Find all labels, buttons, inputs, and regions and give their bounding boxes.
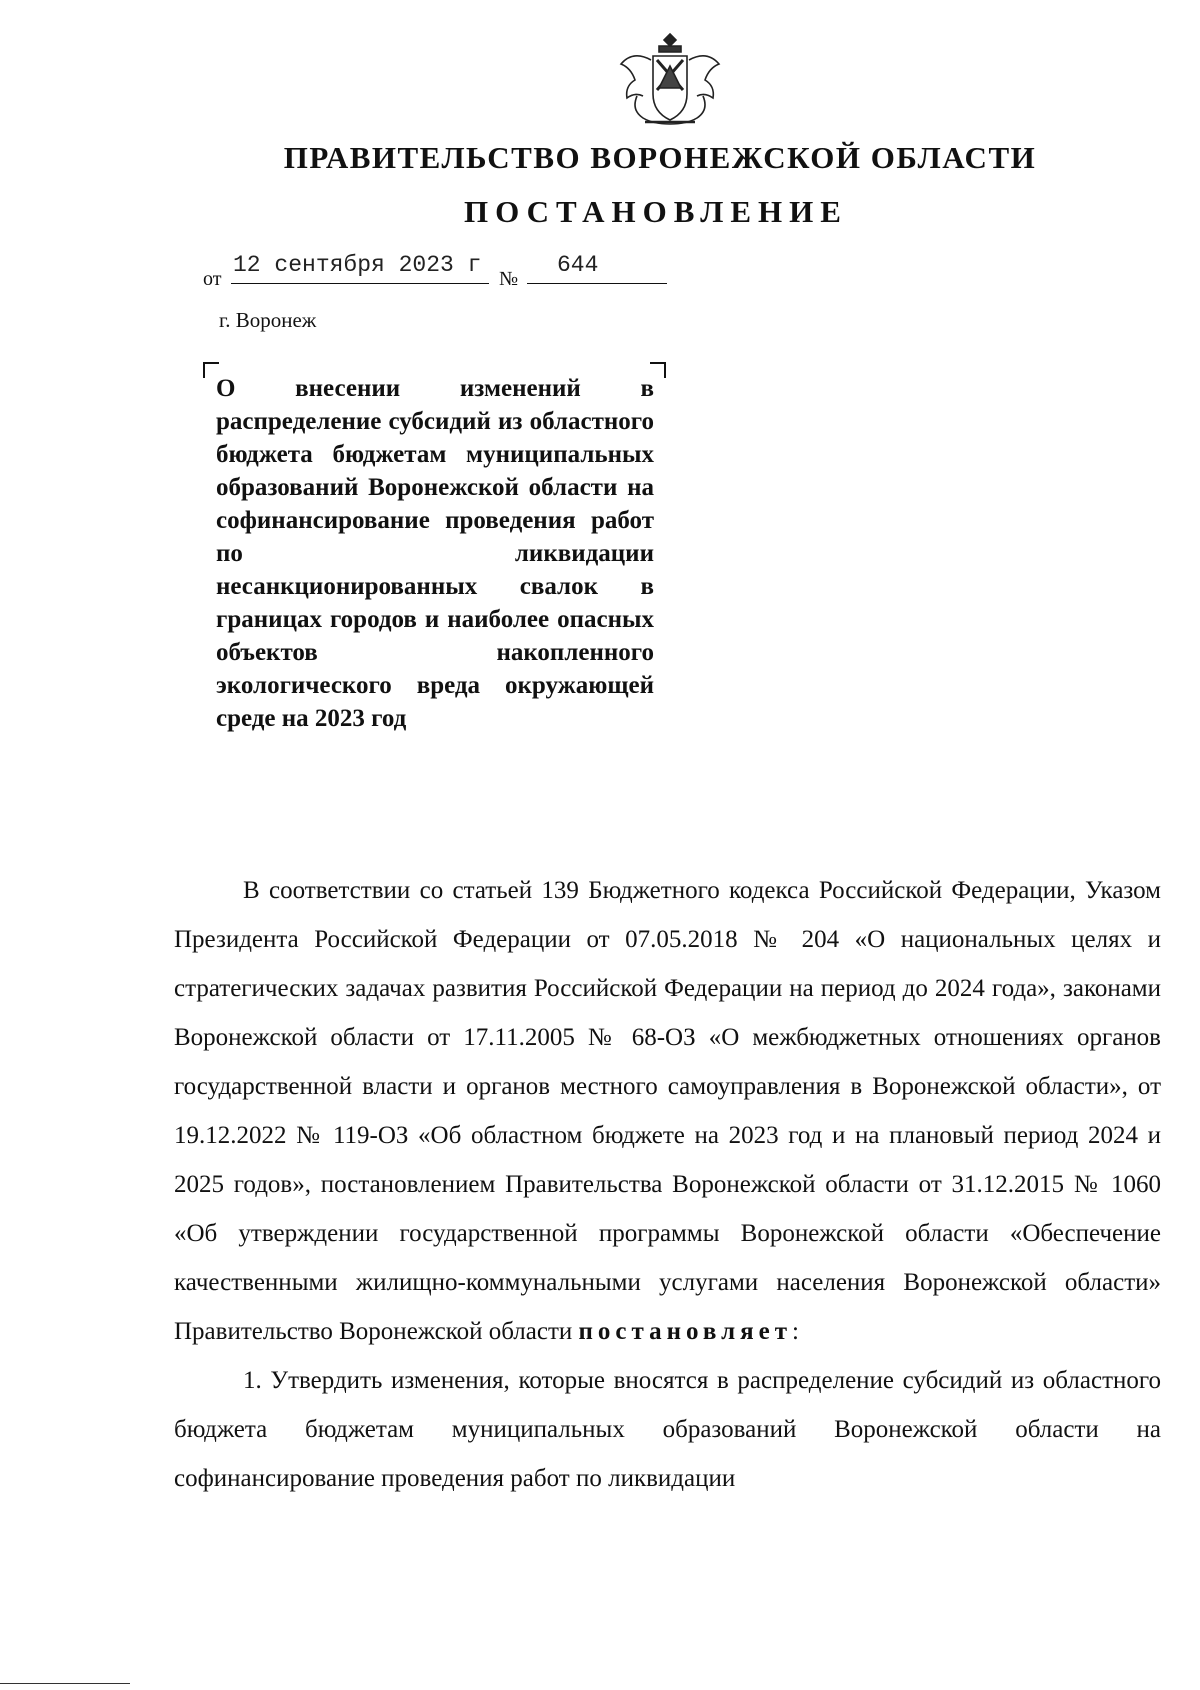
number-prefix: №	[499, 268, 519, 290]
document-type-title: ПОСТАНОВЛЕНИЕ	[464, 194, 848, 229]
body-paragraph-1	[174, 866, 1161, 1356]
document-number: 644	[557, 252, 599, 278]
city: г. Воронеж	[219, 308, 317, 332]
page-bottom-line	[0, 1683, 130, 1684]
document-subject: О внесении изменений в распределение субсидий из областного бюджета бюджетам муниципальных образований Воронежской области на софинансирование проведения работ по ликвидации несанкционированных свалок в границах городов и наиболее опасных объектов накопленного экологического вреда окружающей среде на 2023 год	[216, 375, 654, 732]
document-date: 12 сентября 2023 г	[233, 252, 482, 278]
date-underline	[231, 283, 489, 284]
resolves-colon: :	[792, 1318, 799, 1345]
coat-of-arms-icon	[615, 30, 725, 130]
document-body	[174, 866, 1161, 1503]
body-paragraph-2: 1. Утвердить изменения, которые вносятся в распределение субсидий из областного бюджета бюджетам муниципальных образований Воронежской области на софинансирование проведения работ по ликвидации	[174, 1367, 1161, 1492]
resolves-word: постановляет	[578, 1318, 792, 1345]
date-number-line	[203, 252, 683, 288]
government-title: ПРАВИТЕЛЬСТВО ВОРОНЕЖСКОЙ ОБЛАСТИ	[283, 140, 1037, 175]
date-prefix: от	[203, 268, 222, 290]
preamble-text: В соответствии со статьей 139 Бюджетного кодекса Российской Федерации, Указом Президента Российской Федерации от 07.05.2018 № 204 «О национальных целях и стратегических задачах развития Российской Федерации на период до 2024 года», законами Воронежской области от 17.11.2005 № 68-ОЗ «О межбюджетных отношениях органов государственной власти и органов местного самоуправления в Воронежской области», от 19.12.2022 № 119-ОЗ «Об областном бюджете на 2023 год и на плановый период 2024 и 2025 годов», постановлением Правительства Воронежской области от 31.12.2015 № 1060 «Об утверждении государственной программы Воронежской области «Обеспечение качественными жилищно-коммунальными услугами населения Воронежской области» Правительство Воронежской области	[174, 877, 1161, 1345]
number-underline	[527, 283, 667, 284]
